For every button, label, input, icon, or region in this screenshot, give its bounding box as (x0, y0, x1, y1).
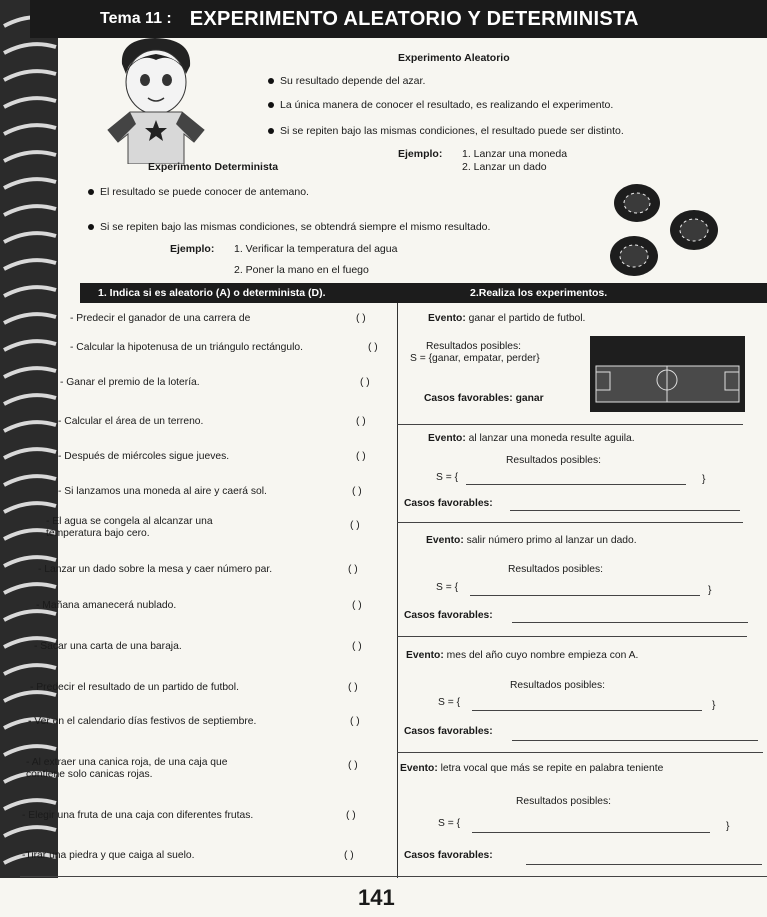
answer-box[interactable]: ( ) (348, 682, 358, 693)
answer-box[interactable]: ( ) (356, 451, 366, 462)
item-7a: - El agua se congela al alcanzar una (46, 516, 213, 527)
item-15: -Tirar una piedra y que caiga al suelo. (22, 850, 195, 861)
item-13a: - Al extraer una canica roja, de una caja que (26, 757, 228, 768)
set-close-4: } (726, 821, 730, 832)
answer-box[interactable]: ( ) (346, 810, 356, 821)
casos-2: Casos favorables: (404, 610, 493, 621)
poker-chip-icon (612, 182, 662, 224)
answer-box[interactable]: ( ) (348, 564, 358, 575)
poker-chip-icon (608, 234, 660, 278)
example-set: S = {ganar, empatar, perder} (410, 353, 540, 364)
title-bar (30, 0, 767, 38)
answer-box[interactable]: ( ) (356, 313, 366, 324)
item-1: - Predecir el ganador de una carrera de (70, 313, 251, 324)
determinista-heading: Experimento Determinista (148, 161, 279, 173)
set-close-3: } (712, 700, 716, 711)
answer-line[interactable] (470, 595, 700, 596)
item-12: - Ver en el calendario días festivos de septiembre. (28, 716, 257, 727)
item-2: - Calcular la hipotenusa de un triángulo rectángulo. (70, 342, 303, 353)
item-10: - Sacar una carta de una baraja. (34, 641, 182, 652)
row-divider (397, 424, 743, 425)
answer-box[interactable]: ( ) (352, 486, 362, 497)
determinista-example-label: Ejemplo: (170, 243, 215, 255)
casos-1: Casos favorables: (404, 498, 493, 509)
event-1-text: al lanzar una moneda resulte aguila. (468, 433, 635, 444)
page-number: 141 (358, 885, 395, 910)
aleatorio-example-label: Ejemplo: (398, 148, 443, 160)
answer-box[interactable]: ( ) (352, 600, 362, 611)
event-3-text: mes del año cuyo nombre empieza con A. (446, 650, 639, 661)
resultados-2: Resultados posibles: (508, 564, 604, 575)
event-4-text: letra vocal que más se repite en palabra teniente (440, 763, 664, 774)
bottom-rule (20, 876, 767, 877)
answer-box[interactable]: ( ) (350, 716, 360, 727)
event-3 (406, 650, 638, 661)
evento-label: Evento: (428, 433, 466, 444)
evento-label: Evento: (426, 535, 464, 546)
example-event-text: ganar el partido de futbol. (468, 313, 586, 324)
item-14: - Elegir una fruta de una caja con diferentes frutas. (22, 810, 254, 821)
item-3: - Ganar el premio de la lotería. (60, 377, 200, 388)
set-close-2: } (708, 585, 712, 596)
row-divider (397, 752, 763, 753)
evento-label: Evento: (428, 313, 466, 324)
answer-box[interactable]: ( ) (348, 760, 358, 771)
resultados-4: Resultados posibles: (516, 796, 612, 807)
aleatorio-bullet-3: Si se repiten bajo las mismas condiciones, el resultado puede ser distinto. (268, 125, 624, 137)
answer-line[interactable] (466, 484, 686, 485)
event-4 (400, 763, 663, 774)
set-open-4: S = { (438, 818, 461, 829)
item-13b: contiene solo canicas rojas. (26, 769, 153, 780)
section2-title: 2.Realiza los experimentos. (470, 287, 608, 299)
item-7b: temperatura bajo cero. (46, 528, 150, 539)
section-header-bar (80, 283, 767, 303)
item-4: - Calcular el área de un terreno. (58, 416, 204, 427)
casos-3: Casos favorables: (404, 726, 493, 737)
answer-line[interactable] (512, 740, 758, 741)
boy-illustration (100, 34, 210, 164)
determinista-bullet-1: El resultado se puede conocer de antemano. (88, 186, 309, 198)
tema-label: Tema 11 : (100, 10, 172, 27)
answer-line[interactable] (472, 710, 702, 711)
page-title: EXPERIMENTO ALEATORIO Y DETERMINISTA (189, 7, 639, 30)
answer-line[interactable] (472, 832, 710, 833)
determinista-example-2: 2. Poner la mano en el fuego (234, 264, 369, 276)
event-2-text: salir número primo al lanzar un dado. (466, 535, 637, 546)
determinista-example-1: 1. Verificar la temperatura del agua (234, 243, 398, 255)
answer-box[interactable]: ( ) (368, 342, 378, 353)
answer-line[interactable] (526, 864, 762, 865)
example-resultados: Resultados posibles: (426, 341, 522, 352)
resultados-3: Resultados posibles: (510, 680, 606, 691)
column-divider (397, 303, 398, 878)
item-5: - Después de miércoles sigue jueves. (58, 451, 230, 462)
section1-title: 1. Indica si es aleatorio (A) o determinista (D). (98, 287, 326, 299)
set-close-1: } (702, 474, 706, 485)
aleatorio-example-2: 2. Lanzar un dado (462, 161, 547, 173)
answer-line[interactable] (512, 622, 748, 623)
answer-box[interactable]: ( ) (350, 520, 360, 531)
answer-box[interactable]: ( ) (360, 377, 370, 388)
aleatorio-example-1: 1. Lanzar una moneda (462, 148, 568, 160)
evento-label: Evento: (400, 763, 438, 774)
casos-4: Casos favorables: (404, 850, 493, 861)
item-8: - Lanzar un dado sobre la mesa y caer número par. (38, 564, 273, 575)
poker-chip-icon (668, 208, 720, 252)
answer-line[interactable] (510, 510, 740, 511)
answer-box[interactable]: ( ) (352, 641, 362, 652)
row-divider (397, 522, 743, 523)
item-11: - Predecir el resultado de un partido de futbol. (30, 682, 239, 693)
set-open-1: S = { (436, 472, 459, 483)
determinista-bullet-2: Si se repiten bajo las mismas condiciones, se obtendrá siempre el mismo resultado. (88, 221, 490, 233)
aleatorio-heading: Experimento Aleatorio (398, 52, 510, 64)
event-1 (428, 433, 635, 444)
item-6: - Si lanzamos una moneda al aire y caerá sol. (58, 486, 267, 497)
event-2 (426, 535, 637, 546)
row-divider (397, 636, 747, 637)
answer-box[interactable]: ( ) (344, 850, 354, 861)
aleatorio-bullet-2: La única manera de conocer el resultado, es realizando el experimento. (268, 99, 613, 111)
answer-box[interactable]: ( ) (356, 416, 366, 427)
soccer-field-image (590, 336, 745, 412)
aleatorio-bullet-1: Su resultado depende del azar. (268, 75, 425, 87)
set-open-2: S = { (436, 582, 459, 593)
resultados-1: Resultados posibles: (506, 455, 602, 466)
evento-label: Evento: (406, 650, 444, 661)
example-event (428, 313, 585, 324)
set-open-3: S = { (438, 697, 461, 708)
example-casos: Casos favorables: ganar (424, 393, 544, 404)
item-9: - Mañana amanecerá nublado. (36, 600, 177, 611)
